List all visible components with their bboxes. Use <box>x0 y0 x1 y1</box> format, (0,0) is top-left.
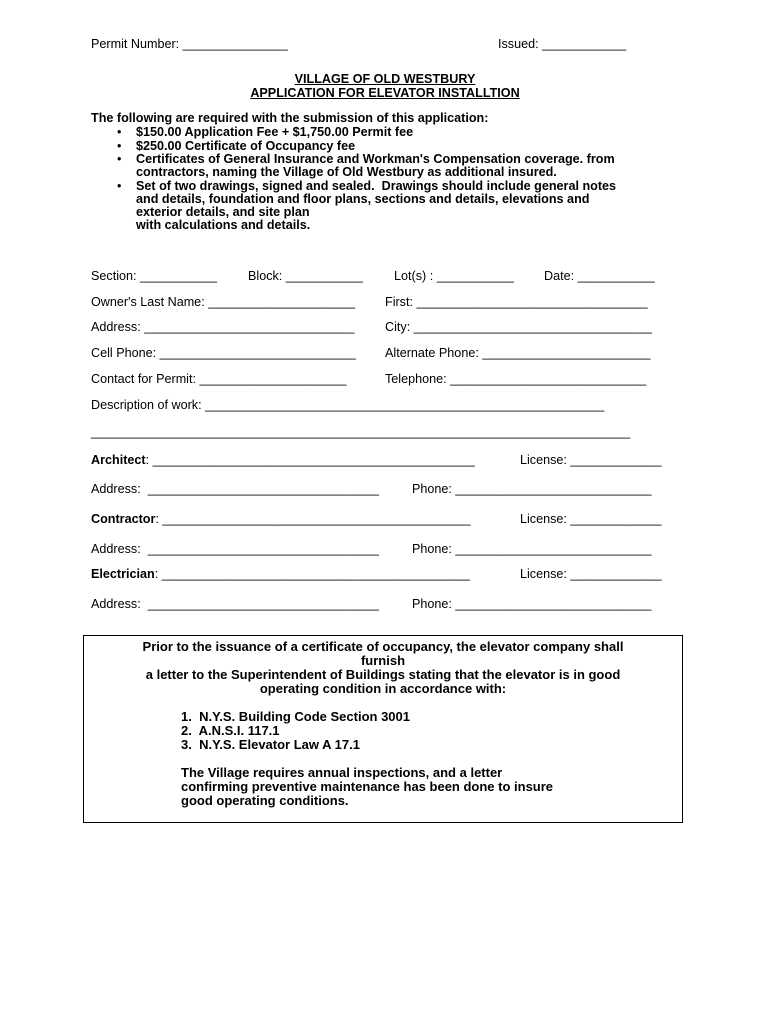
requirements-intro: The following are required with the submission of this application: <box>91 111 489 125</box>
contractor-label: Contractor <box>91 512 156 526</box>
permit-number-field: Permit Number: _______________ <box>91 37 288 51</box>
issued-field: Issued: ____________ <box>498 37 627 51</box>
code-list-item: 2. A.N.S.I. 117.1 <box>181 723 280 738</box>
architect-field: Architect: ______________________________________________ <box>91 453 475 467</box>
bullet-icon: • <box>117 125 122 139</box>
document-title: VILLAGE OF OLD WESTBURY <box>294 72 476 86</box>
description-continuation-line: _____________________________________________________________________________ <box>91 425 631 439</box>
document-subtitle: APPLICATION FOR ELEVATOR INSTALLTION <box>250 86 520 100</box>
closing-line: The Village requires annual inspections, and a letter <box>181 765 503 780</box>
first-name-field: First: _________________________________ <box>385 295 648 309</box>
notice-line: Prior to the issuance of a certificate of occupancy, the elevator company shall <box>142 639 624 654</box>
notice-line: operating condition in accordance with: <box>259 681 507 696</box>
contractor-field: Contractor: ____________________________________________ <box>91 512 471 526</box>
architect-address-field: Address: _________________________________ <box>91 482 379 496</box>
bullet-icon: • <box>117 152 122 166</box>
code-list-item: 3. N.Y.S. Elevator Law A 17.1 <box>181 737 360 752</box>
block-field: Block: ___________ <box>248 269 363 283</box>
telephone-field: Telephone: ____________________________ <box>385 372 647 386</box>
alternate-phone-field: Alternate Phone: ________________________ <box>385 346 651 360</box>
electrician-label: Electrician <box>91 567 155 581</box>
contact-for-permit-field: Contact for Permit: _____________________ <box>91 372 347 386</box>
closing-line: confirming preventive maintenance has been done to insure <box>181 779 554 794</box>
contractor-phone-field: Phone: ____________________________ <box>412 542 652 556</box>
electrician-field: Electrician: ____________________________________________ <box>91 567 470 581</box>
bullet-icon: • <box>117 139 122 153</box>
closing-line: good operating conditions. <box>181 793 349 808</box>
electrician-license-field: License: _____________ <box>520 567 662 581</box>
cell-phone-field: Cell Phone: ____________________________ <box>91 346 356 360</box>
address-field: Address: ______________________________ <box>91 320 355 334</box>
bullet-icon: • <box>117 179 122 193</box>
section-field: Section: ___________ <box>91 269 218 283</box>
date-field: Date: ___________ <box>544 269 655 283</box>
electrician-phone-field: Phone: ____________________________ <box>412 597 652 611</box>
owner-last-name-field: Owner's Last Name: _____________________ <box>91 295 356 309</box>
lots-field: Lot(s) : ___________ <box>394 269 514 283</box>
architect-phone-field: Phone: ____________________________ <box>412 482 652 496</box>
city-field: City: __________________________________ <box>385 320 652 334</box>
notice-line: a letter to the Superintendent of Buildings stating that the elevator is in good <box>145 667 621 682</box>
architect-label: Architect <box>91 453 146 467</box>
architect-license-field: License: _____________ <box>520 453 662 467</box>
code-list-item: 1. N.Y.S. Building Code Section 3001 <box>181 709 410 724</box>
electrician-address-field: Address: _________________________________ <box>91 597 379 611</box>
contractor-license-field: License: _____________ <box>520 512 662 526</box>
notice-line: furnish <box>360 653 406 668</box>
contractor-address-field: Address: _________________________________ <box>91 542 379 556</box>
description-of-work-field: Description of work: _________________________________________________________ <box>91 398 605 412</box>
